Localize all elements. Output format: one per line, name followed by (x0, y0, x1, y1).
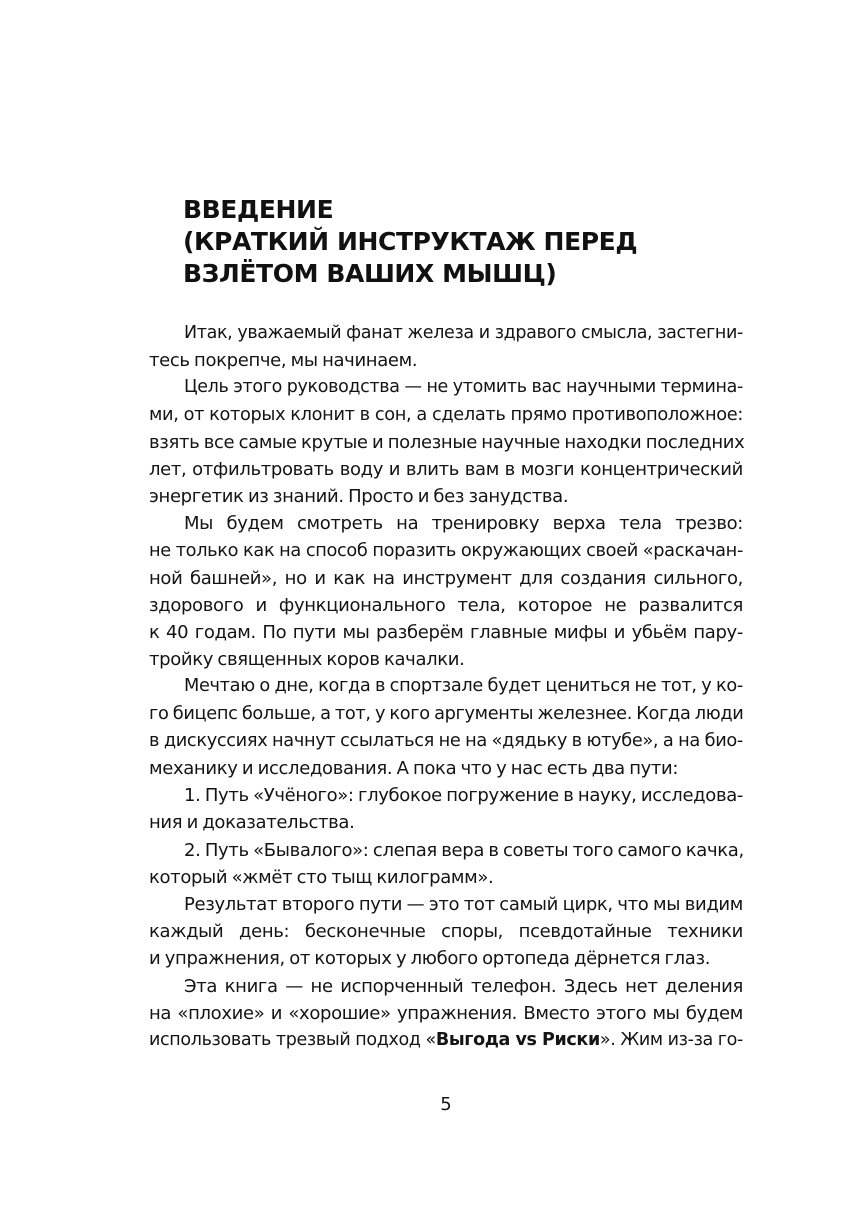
chapter-title-line: (КРАТКИЙ ИНСТРУКТАЖ ПЕРЕД (183, 227, 638, 256)
text-line: ми, от которых клонит в сон, а сделать прямо противоположное: (149, 404, 743, 425)
text-fragment: использовать трезвый подход « (149, 1029, 436, 1050)
text-line: ной башней», но и как на инструмент для создания сильного, (149, 567, 743, 589)
list-item-line: который «жмёт сто тыщ килограмм». (149, 866, 494, 888)
text-line: здорового и функционального тела, которое не развалится (149, 594, 743, 616)
text-line: Мы будем смотреть на тренировку верха тела трезво: (184, 513, 743, 535)
text-line: и упражнения, от которых у любого ортопеда дёрнется глаз. (149, 948, 711, 970)
text-line: лет, отфильтровать воду и влить вам в мозги концентрический (149, 458, 743, 480)
text-line: к 40 годам. По пути мы разберём главные мифы и убьём пару- (149, 622, 743, 644)
chapter-title-line: ВВЕДЕНИЕ (183, 195, 334, 224)
text-line: го бицепс больше, а тот, у кого аргументы железнее. Когда люди (149, 703, 744, 724)
text-line: не только как на способ поразить окружающих своей «раскачан- (149, 540, 743, 561)
bold-phrase: Выгода vs Риски (435, 1029, 600, 1050)
text-line: взять все самые крутые и полезные научные находки последних (149, 431, 745, 453)
body-text (149, 320, 743, 1054)
text-fragment: ». Жим из-за го- (599, 1029, 743, 1050)
text-line: энергетик из знаний. Просто и без занудства. (149, 486, 569, 508)
text-line: Результат второго пути — это тот самый цирк, что мы видим (184, 893, 743, 915)
text-line: Эта книга — не испорченный телефон. Здесь нет деления (184, 975, 743, 997)
chapter-title-line: ВЗЛЁТОМ ВАШИХ МЫШЦ) (183, 259, 557, 288)
page-number: 5 (440, 1094, 452, 1115)
text-line: тройку священных коров качалки. (149, 649, 465, 671)
text-line: Итак, уважаемый фанат железа и здравого смысла, застегни- (184, 323, 743, 343)
text-line (149, 1027, 743, 1054)
text-line: Мечтаю о дне, когда в спортзале будет цениться не тот, у ко- (184, 676, 743, 697)
text-line: тесь покрепче, мы начинаем. (149, 350, 418, 372)
list-item-line: 1. Путь «Учёного»: глубокое погружение в науку, исследова- (184, 785, 744, 807)
chapter-title (183, 194, 783, 290)
text-line: механику и исследования. А пока что у нас есть два пути: (149, 758, 679, 779)
text-line: в дискуссиях начнут ссылаться не на «дядьку в ютубе», а на био- (149, 730, 743, 751)
text-line: на «плохие» и «хорошие» упражнения. Вместо этого мы будем (149, 1002, 743, 1024)
list-item-line: ния и доказательства. (149, 812, 355, 834)
text-line: Цель этого руководства — не утомить вас научными термина- (184, 377, 743, 398)
list-item-line: 2. Путь «Бывалого»: слепая вера в советы того самого качка, (184, 839, 744, 861)
text-line: каждый день: бесконечные споры, псевдотайные техники (149, 921, 743, 943)
